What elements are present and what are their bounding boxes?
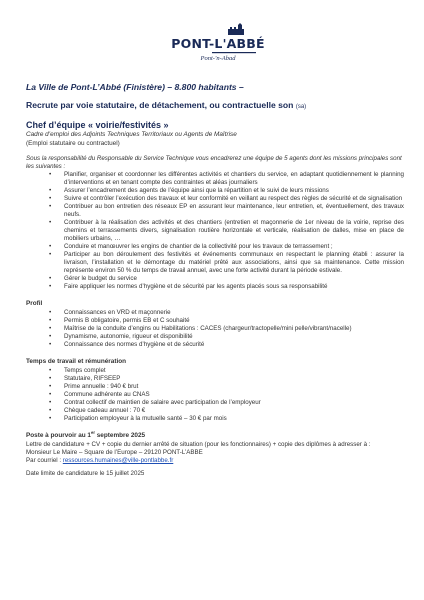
city-logo [168, 22, 268, 70]
list-item: • Temps complet [64, 367, 404, 375]
job-cadre: Cadre d’emploi des Adjoints Techniques Territoriaux ou Agents de Maîtrise [26, 131, 237, 138]
list-item: • Contribuer à la réalisation des activités et des chantiers (entretien et maçonnerie de 1er niveau de la voirie, reprise des chemins et terrassements divers, signalisation routière horizontale et verticale, réalisation de dalles, mise en place de mobiliers urbains, … [64, 219, 404, 243]
temps-list [26, 367, 404, 423]
list-item: • Commune adhérente au CNAS [64, 391, 404, 399]
email-link[interactable]: ressources.humaines@ville-pontlabbe.fr [62, 457, 174, 464]
mailing-address: Monsieur Le Maire – Square de l’Europe – 29120 PONT-L’ABBE [26, 449, 203, 456]
recruitment-gender-note: (sa) [295, 104, 307, 110]
list-item: • Contrat collectif de maintien de salaire avec participation de l’employeur [64, 399, 404, 407]
temps-title: Temps de travail et rémunération [26, 358, 127, 365]
list-item: • Dynamisme, autonomie, rigueur et disponibilité [64, 333, 404, 341]
list-item: • Faire appliquer les normes d’hygiène et de sécurité par les agents placés sous sa responsabilité [64, 283, 404, 291]
list-item: • Permis B obligatoire, permis EB et C souhaité [64, 317, 404, 325]
list-item: • Gérer le budget du service [64, 275, 404, 283]
list-item: • Participation employeur à la mutuelle santé – 30 € par mois [64, 415, 404, 423]
logo-wordmark: PONT-L'ABBÉ [171, 36, 265, 51]
missions-intro: Sous la responsabilité du Responsable du Service Technique vous encadrerez une équipe de 5 agents dont les missions principales sont les suivantes : [26, 155, 402, 170]
profil-list [26, 309, 404, 349]
list-item: • Participer au bon déroulement des festivités et événements communaux en respectant le planning établi : assurer la livraison, l’installation et le démontage du matériel prêté aux associations, ainsi que sa maintenance. Cette mission représente environ 50 % du temps de travail annuel, avec une forte activité durant la période estivale. [64, 251, 404, 275]
application-instructions: Lettre de candidature + CV + copie du dernier arrêté de situation (pour les fonctionnaires) + copie des diplômes à adresser à : [26, 441, 371, 448]
document-body [26, 82, 404, 478]
list-item: • Prime annuelle : 940 € brut [64, 383, 404, 391]
list-item: • Planifier, organiser et coordonner les différentes activités et chantiers du service, en adaptant quotidiennement le planning d’interventions et en tenant compte des contraintes et aléas journaliers [64, 171, 404, 187]
poste-title-post: septembre 2025 [94, 432, 146, 439]
list-item: • Maîtrise de la conduite d’engins ou Habilitations : CACES (chargeur/tractopelle/mini pelle/vibrant/nacelle) [64, 325, 404, 333]
list-item: • Contribuer au bon entretien des réseaux EP en assurant leur maintenance, leur entretien, et, éventuellement, des travaux neufs. [64, 203, 404, 219]
list-item: • Assurer l’encadrement des agents de l’équipe ainsi que la répartition et le suivi de leurs missions [64, 187, 404, 195]
job-status-note: (Emploi statutaire ou contractuel) [26, 139, 120, 147]
logo-tagline: Pont-'n-Abad [200, 55, 236, 62]
list-item: • Chèque cadeau annuel : 70 € [64, 407, 404, 415]
poste-title-pre: Poste à pourvoir au 1 [26, 432, 91, 439]
list-item: • Connaissance des normes d’hygiène et de sécurité [64, 341, 404, 349]
list-item: • Conduire et manœuvrer les engins de chantier de la collectivité pour les travaux de terrassement ; [64, 243, 404, 251]
job-title: Chef d’équipe « voirie/festivités » [26, 120, 169, 130]
city-heading: La Ville de Pont-L’Abbé (Finistère) – 8.800 habitants – [26, 82, 244, 92]
missions-list [26, 171, 404, 291]
poste-title [26, 429, 404, 440]
poste-title-sup: er [91, 429, 95, 435]
list-item: • Suivre et contrôler l’exécution des travaux et leur conformité en veillant au respect des règles de sécurité et de signalisation [64, 195, 404, 203]
email-line [26, 457, 404, 465]
recruitment-text: Recrute par voie statutaire, de détachement, ou contractuelle son [26, 100, 294, 110]
recruitment-heading [26, 100, 404, 110]
profil-title: Profil [26, 300, 43, 307]
list-item: • Connaissances en VRD et maçonnerie [64, 309, 404, 317]
email-label: Par courriel : [26, 457, 63, 464]
list-item: • Statutaire, RIFSEEP [64, 375, 404, 383]
deadline: Date limite de candidature le 15 juillet 2025 [26, 470, 145, 477]
